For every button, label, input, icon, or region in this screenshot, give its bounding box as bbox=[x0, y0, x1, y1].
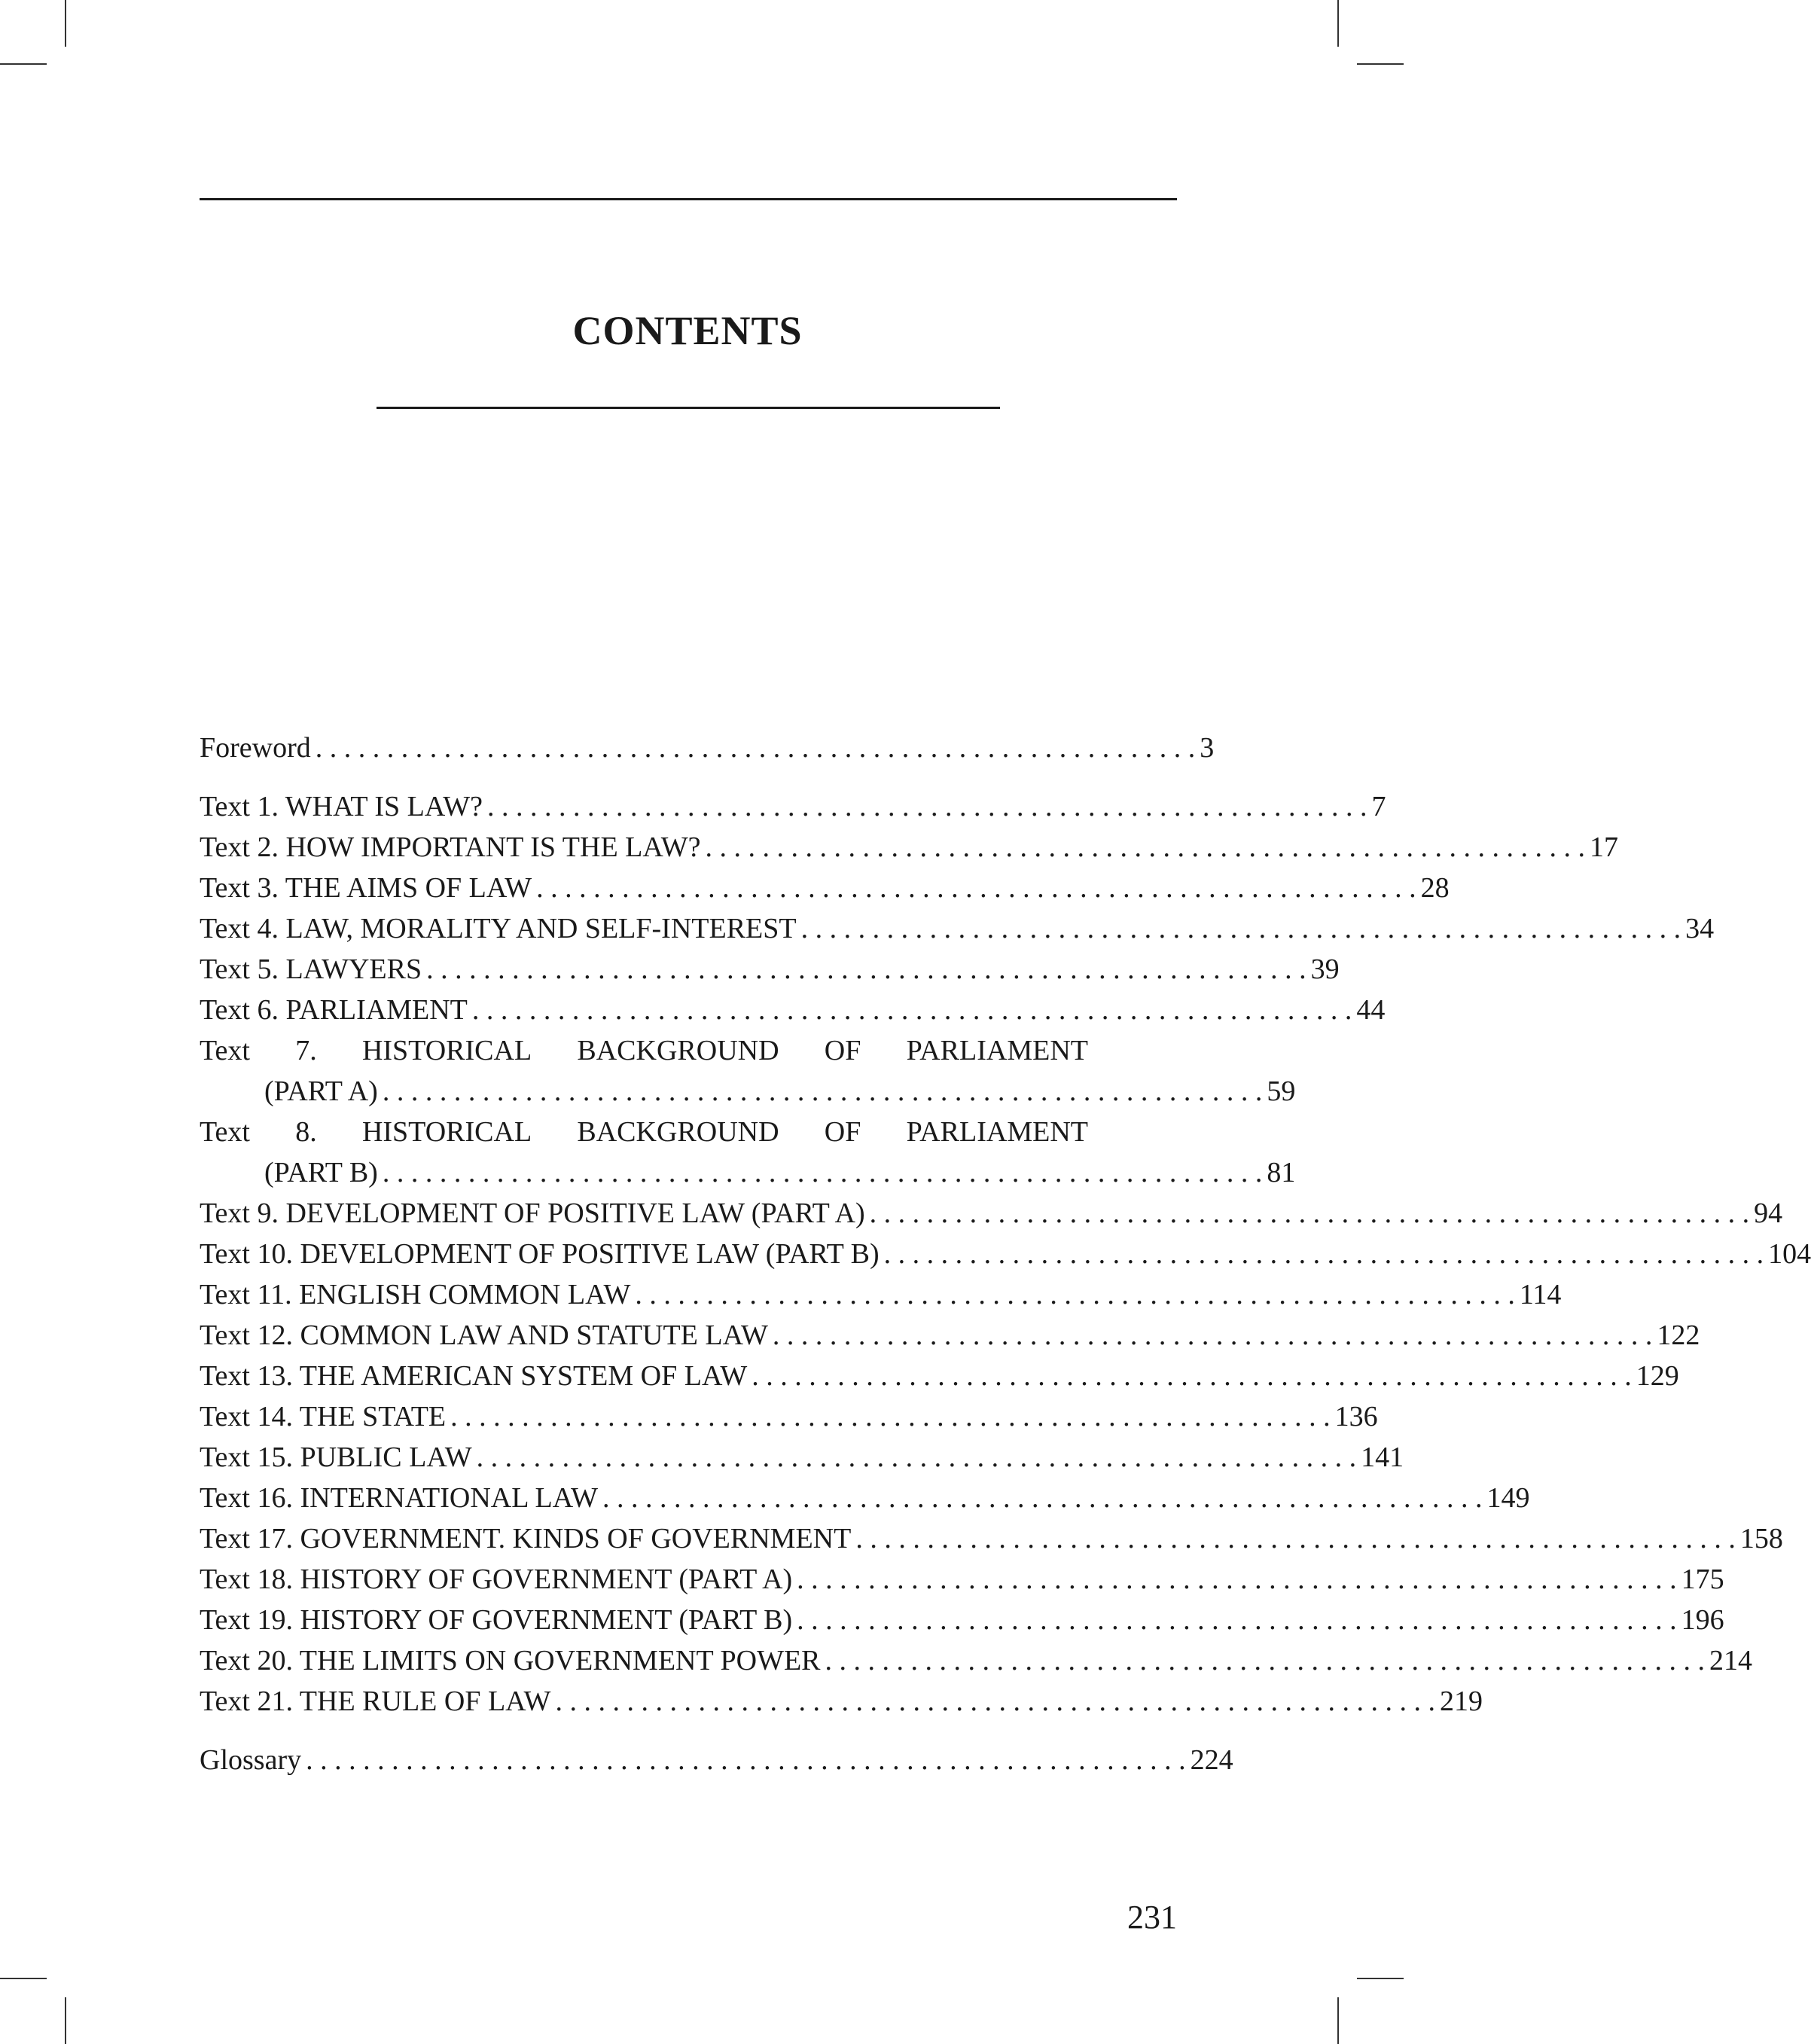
dot-leader: . . . . . . . . . . . . . . . . . . . . . . . . . . . . . . . . . . . . . . . . . . . . . . . . . . . . . . . . . . . . . . bbox=[869, 1197, 1750, 1229]
toc-entry[interactable] bbox=[200, 1315, 1700, 1356]
toc-entry[interactable] bbox=[200, 1681, 1483, 1722]
toc-entry-page: 175 bbox=[1681, 1564, 1724, 1595]
toc-entry-word: OF bbox=[824, 1116, 861, 1148]
crop-mark bbox=[65, 0, 66, 47]
toc-entry-word: 8. bbox=[295, 1116, 317, 1148]
toc-entry-label bbox=[200, 1112, 1088, 1152]
top-rule bbox=[200, 198, 1177, 200]
table-of-contents bbox=[200, 728, 1811, 1780]
dot-leader: . . . . . . . . . . . . . . . . . . . . . . . . . . . . . . . . . . . . . . . . . . . . . . . . . . . . . . . . . . . . . . bbox=[602, 1482, 1483, 1514]
toc-entry-label: Text 17. GOVERNMENT. KINDS OF GOVERNMENT bbox=[200, 1523, 852, 1554]
crop-mark bbox=[1357, 1978, 1404, 1979]
toc-entry-label: Text 15. PUBLIC LAW bbox=[200, 1441, 472, 1473]
toc-entry-word: OF bbox=[824, 1035, 861, 1066]
dot-leader: . . . . . . . . . . . . . . . . . . . . . . . . . . . . . . . . . . . . . . . . . . . . . . . . . . . . . . . . . . . . . . bbox=[705, 831, 1586, 863]
dot-leader: . . . . . . . . . . . . . . . . . . . . . . . . . . . . . . . . . . . . . . . . . . . . . . . . . . . . . . . . . . . . . . bbox=[426, 953, 1306, 985]
dot-leader: . . . . . . . . . . . . . . . . . . . . . . . . . . . . . . . . . . . . . . . . . . . . . . . . . . . . . . . . . . . . . . bbox=[883, 1238, 1764, 1270]
toc-entry-page: 149 bbox=[1486, 1482, 1530, 1514]
toc-entry-page: 114 bbox=[1519, 1279, 1562, 1310]
toc-entry-label: Glossary bbox=[200, 1744, 302, 1776]
page-title: CONTENTS bbox=[572, 308, 803, 354]
toc-entry-page: 196 bbox=[1681, 1604, 1724, 1636]
title-underline bbox=[377, 407, 1000, 409]
toc-entry-label: Text 19. HISTORY OF GOVERNMENT (PART B) bbox=[200, 1604, 793, 1636]
toc-entry-label: Text 5. LAWYERS bbox=[200, 953, 422, 985]
toc-entry[interactable] bbox=[200, 1518, 1783, 1559]
toc-entry-label: Text 18. HISTORY OF GOVERNMENT (PART A) bbox=[200, 1564, 793, 1595]
toc-entry[interactable] bbox=[200, 786, 1386, 827]
toc-entry-page: 141 bbox=[1361, 1441, 1404, 1473]
toc-entry-label: Text 3. THE AIMS OF LAW bbox=[200, 872, 532, 904]
toc-entry-page: 34 bbox=[1685, 913, 1715, 944]
toc-entry-page: 94 bbox=[1754, 1197, 1783, 1229]
toc-entry[interactable] bbox=[200, 1193, 1783, 1234]
dot-leader: . . . . . . . . . . . . . . . . . . . . . . . . . . . . . . . . . . . . . . . . . . . . . . . . . . . . . . . . . . . . . . bbox=[487, 791, 1367, 822]
toc-entry-page: 129 bbox=[1636, 1360, 1679, 1392]
toc-entry-page: 39 bbox=[1310, 953, 1340, 985]
toc-entry[interactable] bbox=[200, 1478, 1530, 1518]
toc-entry[interactable] bbox=[200, 1112, 1296, 1193]
toc-entry-label: Text 16. INTERNATIONAL LAW bbox=[200, 1482, 598, 1514]
crop-mark bbox=[1337, 1997, 1339, 2044]
crop-mark bbox=[1337, 0, 1339, 47]
dot-leader: . . . . . . . . . . . . . . . . . . . . . . . . . . . . . . . . . . . . . . . . . . . . . . . . . . . . . . . . . . . . . . bbox=[855, 1523, 1736, 1554]
dot-leader: . . . . . . . . . . . . . . . . . . . . . . . . . . . . . . . . . . . . . . . . . . . . . . . . . . . . . . . . . . . . . . bbox=[825, 1645, 1705, 1676]
toc-entry-label: Text 9. DEVELOPMENT OF POSITIVE LAW (PART A) bbox=[200, 1197, 865, 1229]
toc-entry-label: (PART A) bbox=[264, 1075, 378, 1107]
toc-entry-label: Text 11. ENGLISH COMMON LAW bbox=[200, 1279, 631, 1310]
toc-entry-page: 28 bbox=[1420, 872, 1450, 904]
toc-entry[interactable] bbox=[200, 949, 1340, 990]
toc-entry[interactable] bbox=[200, 1600, 1724, 1640]
toc-entry-word: PARLIAMENT bbox=[906, 1116, 1088, 1148]
dot-leader: . . . . . . . . . . . . . . . . . . . . . . . . . . . . . . . . . . . . . . . . . . . . . . . . . . . . . . . . . . . . . . bbox=[450, 1401, 1331, 1432]
dot-leader: . . . . . . . . . . . . . . . . . . . . . . . . . . . . . . . . . . . . . . . . . . . . . . . . . . . . . . . . . . . . . . bbox=[752, 1360, 1632, 1392]
dot-leader: . . . . . . . . . . . . . . . . . . . . . . . . . . . . . . . . . . . . . . . . . . . . . . . . . . . . . . . . . . . . . . bbox=[536, 872, 1416, 904]
dot-leader: . . . . . . . . . . . . . . . . . . . . . . . . . . . . . . . . . . . . . . . . . . . . . . . . . . . . . . . . . . . . . . bbox=[772, 1319, 1653, 1351]
crop-mark bbox=[65, 1997, 66, 2044]
dot-leader: . . . . . . . . . . . . . . . . . . . . . . . . . . . . . . . . . . . . . . . . . . . . . . . . . . . . . . . . . . . . . . bbox=[800, 913, 1681, 944]
toc-entry-label: Text 12. COMMON LAW AND STATUTE LAW bbox=[200, 1319, 768, 1351]
toc-entry[interactable] bbox=[200, 908, 1715, 949]
toc-entry-word: PARLIAMENT bbox=[906, 1035, 1088, 1066]
toc-entry[interactable] bbox=[200, 1274, 1562, 1315]
toc-entry[interactable] bbox=[200, 990, 1386, 1030]
dot-leader: . . . . . . . . . . . . . . . . . . . . . . . . . . . . . . . . . . . . . . . . . . . . . . . . . . . . . . . . . . . . . . bbox=[382, 1157, 1263, 1188]
dot-leader: . . . . . . . . . . . . . . . . . . . . . . . . . . . . . . . . . . . . . . . . . . . . . . . . . . . . . . . . . . . . . . bbox=[315, 732, 1196, 764]
page-number: 231 bbox=[1127, 1899, 1177, 1936]
toc-entry[interactable] bbox=[200, 868, 1450, 908]
toc-entry-label: Text 14. THE STATE bbox=[200, 1401, 447, 1432]
crop-mark bbox=[0, 63, 47, 65]
dot-leader: . . . . . . . . . . . . . . . . . . . . . . . . . . . . . . . . . . . . . . . . . . . . . . . . . . . . . . . . . . . . . . bbox=[476, 1441, 1357, 1473]
toc-entry-label bbox=[200, 1030, 1088, 1071]
toc-entry[interactable] bbox=[200, 1437, 1404, 1478]
toc-entry-label: Foreword bbox=[200, 732, 311, 764]
dot-leader: . . . . . . . . . . . . . . . . . . . . . . . . . . . . . . . . . . . . . . . . . . . . . . . . . . . . . . . . . . . . . . bbox=[382, 1075, 1263, 1107]
toc-entry-label: Text 10. DEVELOPMENT OF POSITIVE LAW (PART B) bbox=[200, 1238, 880, 1270]
toc-entry-label: Text 1. WHAT IS LAW? bbox=[200, 791, 483, 822]
toc-entry-label: Text 2. HOW IMPORTANT IS THE LAW? bbox=[200, 831, 701, 863]
toc-entry-word: 7. bbox=[295, 1035, 317, 1066]
toc-entry-word: Text bbox=[200, 1116, 250, 1148]
toc-entry[interactable] bbox=[200, 1234, 1811, 1274]
toc-entry-word: BACKGROUND bbox=[577, 1035, 779, 1066]
toc-entry[interactable] bbox=[200, 728, 1215, 768]
toc-entry-page: 224 bbox=[1190, 1744, 1233, 1776]
toc-entry-page: 104 bbox=[1768, 1238, 1811, 1270]
crop-mark bbox=[1357, 63, 1404, 65]
toc-entry[interactable] bbox=[200, 1740, 1233, 1780]
toc-entry-label: (PART B) bbox=[264, 1157, 378, 1188]
toc-entry-page: 59 bbox=[1267, 1075, 1296, 1107]
toc-entry-page: 219 bbox=[1439, 1686, 1483, 1717]
toc-entry[interactable] bbox=[200, 1396, 1378, 1437]
toc-entry-page: 122 bbox=[1657, 1319, 1700, 1351]
toc-entry-word: Text bbox=[200, 1035, 250, 1066]
toc-entry-label: Text 6. PARLIAMENT bbox=[200, 994, 468, 1026]
toc-entry-page: 7 bbox=[1371, 791, 1386, 822]
toc-entry-page: 214 bbox=[1709, 1645, 1752, 1676]
toc-entry-page: 3 bbox=[1200, 732, 1215, 764]
toc-entry[interactable] bbox=[200, 1640, 1752, 1681]
toc-entry-page: 17 bbox=[1590, 831, 1619, 863]
toc-entry-word: HISTORICAL bbox=[361, 1035, 532, 1066]
toc-entry-label: Text 21. THE RULE OF LAW bbox=[200, 1686, 551, 1717]
toc-entry-page: 158 bbox=[1739, 1523, 1783, 1554]
dot-leader: . . . . . . . . . . . . . . . . . . . . . . . . . . . . . . . . . . . . . . . . . . . . . . . . . . . . . . . . . . . . . . bbox=[797, 1604, 1677, 1636]
dot-leader: . . . . . . . . . . . . . . . . . . . . . . . . . . . . . . . . . . . . . . . . . . . . . . . . . . . . . . . . . . . . . . bbox=[471, 994, 1352, 1026]
dot-leader: . . . . . . . . . . . . . . . . . . . . . . . . . . . . . . . . . . . . . . . . . . . . . . . . . . . . . . . . . . . . . . bbox=[306, 1744, 1186, 1776]
dot-leader: . . . . . . . . . . . . . . . . . . . . . . . . . . . . . . . . . . . . . . . . . . . . . . . . . . . . . . . . . . . . . . bbox=[555, 1686, 1435, 1717]
toc-entry-page: 136 bbox=[1334, 1401, 1378, 1432]
toc-entry[interactable] bbox=[200, 1030, 1296, 1112]
toc-entry[interactable] bbox=[200, 827, 1619, 868]
toc-entry-word: HISTORICAL bbox=[361, 1116, 532, 1148]
toc-entry-label: Text 13. THE AMERICAN SYSTEM OF LAW bbox=[200, 1360, 748, 1392]
dot-leader: . . . . . . . . . . . . . . . . . . . . . . . . . . . . . . . . . . . . . . . . . . . . . . . . . . . . . . . . . . . . . . bbox=[635, 1279, 1515, 1310]
crop-mark bbox=[0, 1978, 47, 1979]
toc-entry[interactable] bbox=[200, 1559, 1724, 1600]
dot-leader: . . . . . . . . . . . . . . . . . . . . . . . . . . . . . . . . . . . . . . . . . . . . . . . . . . . . . . . . . . . . . . bbox=[797, 1564, 1677, 1595]
toc-entry[interactable] bbox=[200, 1356, 1679, 1396]
toc-entry-label: Text 20. THE LIMITS ON GOVERNMENT POWER bbox=[200, 1645, 821, 1676]
toc-entry-page: 81 bbox=[1267, 1157, 1296, 1188]
toc-entry-word: BACKGROUND bbox=[577, 1116, 779, 1148]
toc-entry-page: 44 bbox=[1356, 994, 1386, 1026]
toc-entry-label: Text 4. LAW, MORALITY AND SELF-INTEREST bbox=[200, 913, 797, 944]
